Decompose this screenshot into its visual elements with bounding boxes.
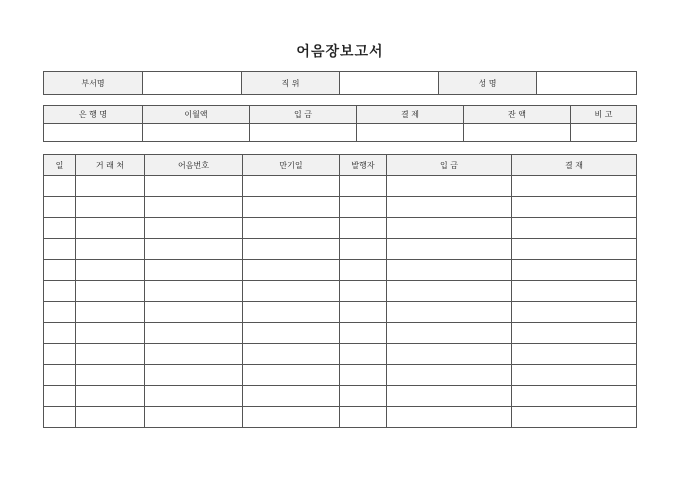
ledger-header-client: 거 래 처 bbox=[76, 155, 145, 176]
ledger-cell[interactable] bbox=[340, 260, 387, 281]
ledger-cell[interactable] bbox=[243, 407, 340, 428]
ledger-cell[interactable] bbox=[340, 323, 387, 344]
ledger-cell[interactable] bbox=[243, 260, 340, 281]
ledger-cell[interactable] bbox=[243, 344, 340, 365]
ledger-cell[interactable] bbox=[76, 239, 145, 260]
report-title: 어음장보고서 bbox=[296, 44, 384, 60]
ledger-header-due-date: 만기일 bbox=[243, 155, 340, 176]
ledger-cell[interactable] bbox=[387, 239, 512, 260]
summary-cell[interactable] bbox=[571, 124, 637, 142]
table-row bbox=[44, 302, 637, 323]
ledger-cell[interactable] bbox=[44, 218, 76, 239]
ledger-cell[interactable] bbox=[44, 260, 76, 281]
ledger-cell[interactable] bbox=[145, 344, 243, 365]
ledger-cell[interactable] bbox=[387, 281, 512, 302]
ledger-cell[interactable] bbox=[512, 386, 637, 407]
ledger-cell[interactable] bbox=[512, 281, 637, 302]
ledger-cell[interactable] bbox=[145, 197, 243, 218]
ledger-cell[interactable] bbox=[387, 386, 512, 407]
ledger-cell[interactable] bbox=[243, 239, 340, 260]
summary-cell[interactable] bbox=[464, 124, 571, 142]
ledger-cell[interactable] bbox=[243, 281, 340, 302]
ledger-cell[interactable] bbox=[76, 386, 145, 407]
summary-header-bank: 은 행 명 bbox=[44, 106, 143, 124]
ledger-cell[interactable] bbox=[340, 407, 387, 428]
summary-cell[interactable] bbox=[250, 124, 357, 142]
ledger-cell[interactable] bbox=[243, 365, 340, 386]
ledger-cell[interactable] bbox=[76, 323, 145, 344]
table-row bbox=[44, 281, 637, 302]
table-row bbox=[44, 218, 637, 239]
ledger-cell[interactable] bbox=[512, 197, 637, 218]
note-ledger-table bbox=[43, 154, 637, 428]
ledger-cell[interactable] bbox=[512, 344, 637, 365]
ledger-cell[interactable] bbox=[44, 281, 76, 302]
ledger-cell[interactable] bbox=[44, 176, 76, 197]
name-field[interactable] bbox=[537, 72, 637, 95]
ledger-cell[interactable] bbox=[145, 239, 243, 260]
ledger-header-deposit: 입 금 bbox=[387, 155, 512, 176]
ledger-cell[interactable] bbox=[387, 344, 512, 365]
ledger-cell[interactable] bbox=[340, 302, 387, 323]
ledger-cell[interactable] bbox=[76, 197, 145, 218]
ledger-cell[interactable] bbox=[387, 218, 512, 239]
ledger-cell[interactable] bbox=[243, 386, 340, 407]
ledger-cell[interactable] bbox=[243, 218, 340, 239]
table-row bbox=[44, 260, 637, 281]
ledger-cell[interactable] bbox=[512, 302, 637, 323]
ledger-cell[interactable] bbox=[387, 323, 512, 344]
ledger-cell[interactable] bbox=[76, 407, 145, 428]
summary-header-deposit: 입 금 bbox=[250, 106, 357, 124]
position-field[interactable] bbox=[340, 72, 439, 95]
ledger-cell[interactable] bbox=[76, 365, 145, 386]
info-table bbox=[43, 71, 637, 95]
ledger-cell[interactable] bbox=[387, 176, 512, 197]
ledger-cell[interactable] bbox=[145, 218, 243, 239]
ledger-cell[interactable] bbox=[340, 239, 387, 260]
ledger-cell[interactable] bbox=[44, 323, 76, 344]
ledger-cell[interactable] bbox=[387, 260, 512, 281]
ledger-cell[interactable] bbox=[145, 365, 243, 386]
ledger-cell[interactable] bbox=[512, 407, 637, 428]
ledger-header-day: 일 bbox=[44, 155, 76, 176]
ledger-cell[interactable] bbox=[387, 302, 512, 323]
ledger-cell[interactable] bbox=[145, 323, 243, 344]
ledger-cell[interactable] bbox=[44, 197, 76, 218]
dept-label: 부서명 bbox=[44, 72, 143, 95]
summary-cell[interactable] bbox=[143, 124, 250, 142]
ledger-cell[interactable] bbox=[340, 197, 387, 218]
ledger-cell[interactable] bbox=[76, 302, 145, 323]
ledger-cell[interactable] bbox=[512, 323, 637, 344]
ledger-cell[interactable] bbox=[340, 176, 387, 197]
name-label: 성 명 bbox=[439, 72, 537, 95]
table-row bbox=[44, 344, 637, 365]
ledger-cell[interactable] bbox=[44, 365, 76, 386]
ledger-cell[interactable] bbox=[145, 302, 243, 323]
ledger-cell[interactable] bbox=[340, 344, 387, 365]
ledger-cell[interactable] bbox=[76, 218, 145, 239]
ledger-body bbox=[44, 176, 637, 428]
table-row bbox=[44, 176, 637, 197]
ledger-cell[interactable] bbox=[76, 176, 145, 197]
ledger-cell[interactable] bbox=[76, 281, 145, 302]
ledger-cell[interactable] bbox=[387, 407, 512, 428]
dept-field[interactable] bbox=[143, 72, 242, 95]
ledger-cell[interactable] bbox=[512, 365, 637, 386]
summary-cell[interactable] bbox=[357, 124, 464, 142]
ledger-cell[interactable] bbox=[76, 344, 145, 365]
ledger-cell[interactable] bbox=[243, 197, 340, 218]
summary-header-carryover: 이월액 bbox=[143, 106, 250, 124]
summary-header-settlement: 결 제 bbox=[357, 106, 464, 124]
ledger-header-note-number: 어음번호 bbox=[145, 155, 243, 176]
ledger-cell[interactable] bbox=[340, 281, 387, 302]
ledger-cell[interactable] bbox=[340, 386, 387, 407]
ledger-cell[interactable] bbox=[145, 260, 243, 281]
position-label: 직 위 bbox=[242, 72, 340, 95]
ledger-cell[interactable] bbox=[340, 365, 387, 386]
ledger-cell[interactable] bbox=[387, 197, 512, 218]
table-row bbox=[44, 323, 637, 344]
table-row bbox=[44, 386, 637, 407]
summary-cell[interactable] bbox=[44, 124, 143, 142]
ledger-cell[interactable] bbox=[145, 281, 243, 302]
bank-summary-table bbox=[43, 105, 637, 142]
ledger-cell[interactable] bbox=[512, 218, 637, 239]
ledger-cell[interactable] bbox=[76, 260, 145, 281]
table-row bbox=[44, 407, 637, 428]
ledger-cell[interactable] bbox=[44, 239, 76, 260]
ledger-cell[interactable] bbox=[145, 407, 243, 428]
table-row bbox=[44, 197, 637, 218]
ledger-cell[interactable] bbox=[44, 407, 76, 428]
table-row bbox=[44, 239, 637, 260]
ledger-cell[interactable] bbox=[44, 302, 76, 323]
ledger-cell[interactable] bbox=[340, 218, 387, 239]
ledger-cell[interactable] bbox=[145, 176, 243, 197]
summary-header-remarks: 비 고 bbox=[571, 106, 637, 124]
ledger-cell[interactable] bbox=[512, 176, 637, 197]
ledger-cell[interactable] bbox=[243, 176, 340, 197]
ledger-cell[interactable] bbox=[512, 260, 637, 281]
ledger-cell[interactable] bbox=[243, 323, 340, 344]
ledger-header-settlement: 결 재 bbox=[512, 155, 637, 176]
table-row bbox=[44, 365, 637, 386]
ledger-cell[interactable] bbox=[387, 365, 512, 386]
ledger-cell[interactable] bbox=[145, 386, 243, 407]
ledger-cell[interactable] bbox=[243, 302, 340, 323]
ledger-cell[interactable] bbox=[44, 386, 76, 407]
ledger-cell[interactable] bbox=[512, 239, 637, 260]
ledger-cell[interactable] bbox=[44, 344, 76, 365]
ledger-header-issuer: 발행자 bbox=[340, 155, 387, 176]
summary-header-balance: 잔 액 bbox=[464, 106, 571, 124]
